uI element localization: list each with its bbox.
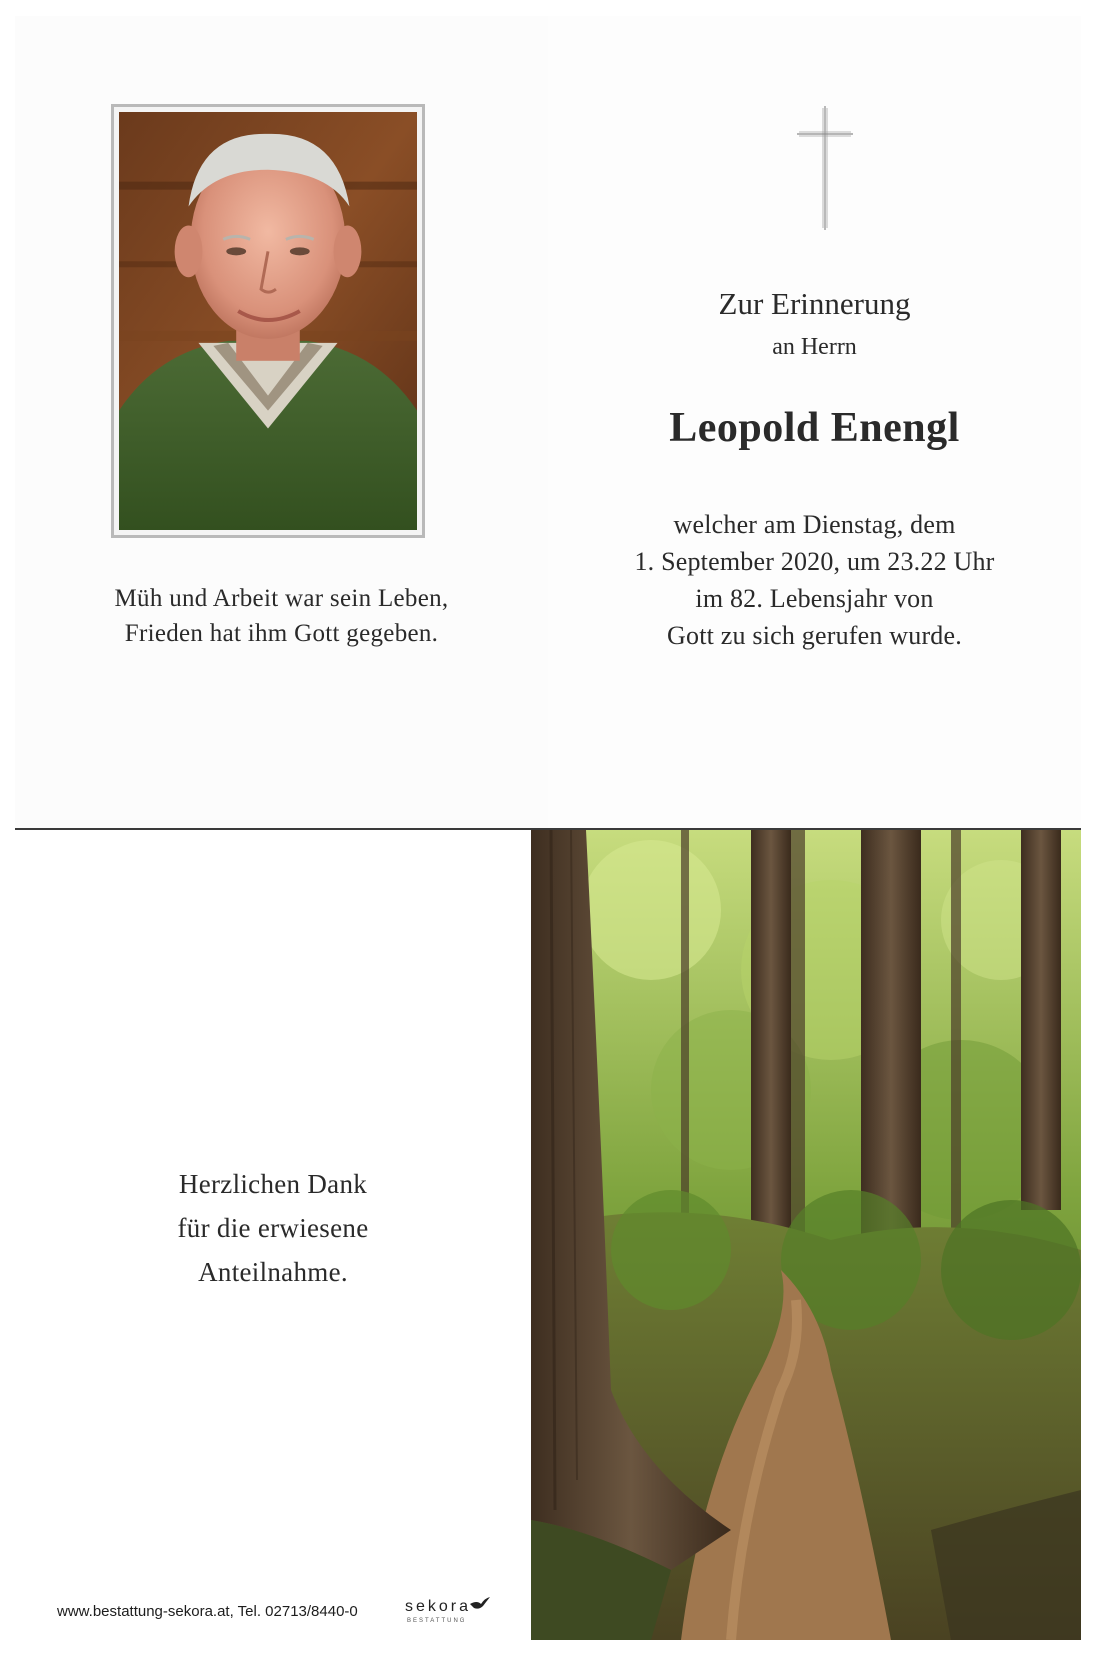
- front-right-panel: [548, 16, 1081, 828]
- forest-path-image: [531, 830, 1081, 1640]
- salutation: an Herrn: [772, 334, 857, 360]
- cross-icon: [793, 104, 857, 232]
- bird-icon: [469, 1596, 491, 1612]
- death-notice: [548, 506, 1081, 654]
- thanks-message: [15, 1162, 531, 1294]
- portrait-image: [119, 112, 417, 530]
- thanks-line: für die erwiesene: [177, 1213, 369, 1243]
- memorial-card-back: [15, 830, 1081, 1640]
- front-left-panel: [15, 16, 548, 828]
- thanks-line: Anteilnahme.: [198, 1257, 348, 1287]
- notice-line: im 82. Lebensjahr von: [695, 584, 934, 613]
- verse-line: Müh und Arbeit war sein Leben,: [114, 585, 449, 612]
- verse-line: Frieden hat ihm Gott gegeben.: [124, 620, 439, 647]
- notice-line: Gott zu sich gerufen wurde.: [667, 621, 962, 650]
- logo-subtitle: BESTATTUNG: [407, 1618, 467, 1624]
- funeral-home-logo: [405, 1594, 495, 1628]
- logo-name: sekora: [405, 1598, 472, 1615]
- forest-illustration: [531, 830, 1081, 1640]
- memorial-card-front: [15, 16, 1081, 828]
- funeral-home-contact: www.bestattung-sekora.at, Tel. 02713/8440-0: [57, 1603, 358, 1620]
- memorial-intro: Zur Erinnerung: [718, 286, 911, 321]
- deceased-name: Leopold Enengl: [669, 405, 960, 451]
- notice-line: 1. September 2020, um 23.22 Uhr: [634, 547, 995, 576]
- notice-line: welcher am Dienstag, dem: [673, 510, 956, 539]
- thanks-line: Herzlichen Dank: [178, 1169, 368, 1199]
- portrait-photo: [111, 104, 425, 538]
- memorial-verse: [15, 581, 548, 651]
